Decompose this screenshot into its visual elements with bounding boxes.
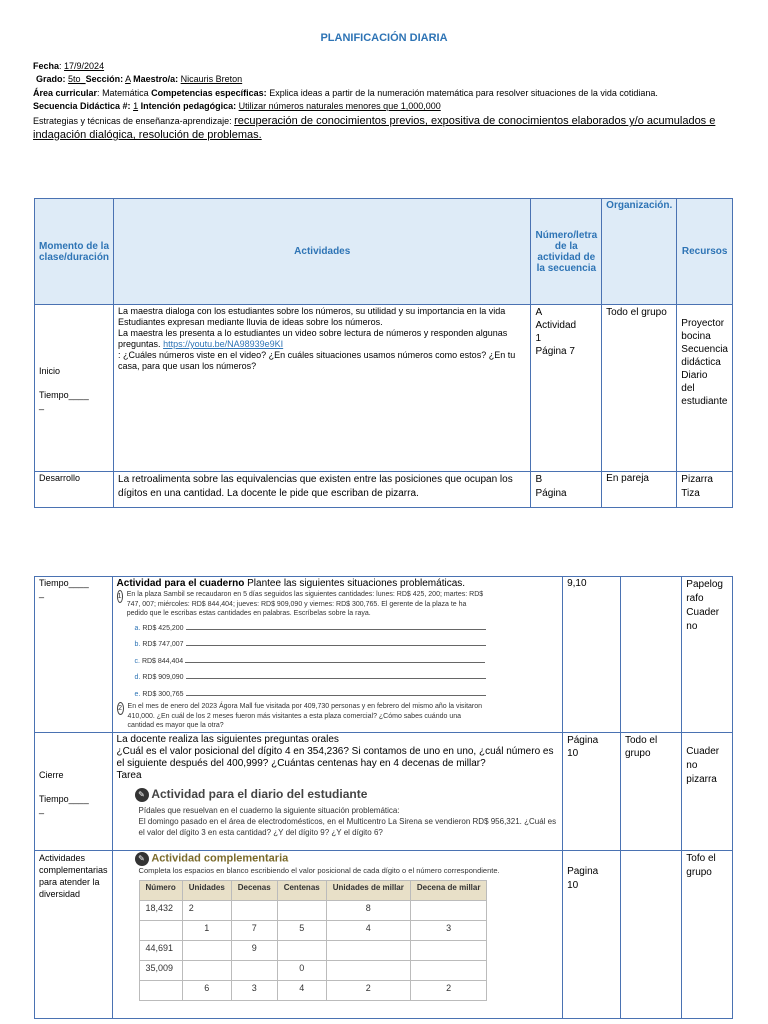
cierre-dash: _ <box>39 803 45 814</box>
cuaderno-intro: Plantee las siguientes situaciones problemáticas. <box>244 578 466 589</box>
cell[interactable]: 2 <box>326 980 410 1000</box>
numero-cierre <box>563 733 621 851</box>
table-row <box>139 980 487 1000</box>
col-unidades: Unidades <box>182 880 231 900</box>
item-letter: d. <box>134 674 141 681</box>
recurso-tiza: Tiza <box>681 488 700 499</box>
item-c <box>135 654 559 667</box>
header-actividades: Actividades <box>114 199 531 305</box>
inicio-dash: _ <box>39 400 45 410</box>
recurso-papelografo-2: rafo <box>686 593 704 604</box>
header-area: Área curricular: Matemática Competencias específicas: Explica ideas a partir de la numeración matemática para resolver situaciones de la vida cotidiana. <box>33 88 658 98</box>
place-value-header <box>139 880 487 900</box>
competencias-value: Explica ideas a partir de la numeración matemática para resolver situaciones de la vida cotidiana. <box>269 88 658 98</box>
inicio-act-6: casa, para que usan los números? <box>118 361 257 371</box>
answer-line <box>186 687 486 696</box>
row-cierre <box>35 733 733 851</box>
cierre-label: Cierre <box>39 769 64 780</box>
col-centenas: Centenas <box>277 880 326 900</box>
intencion-label: Intención pedagógica: <box>140 101 237 111</box>
cell[interactable]: 6 <box>182 980 231 1000</box>
recursos-desarrollo <box>677 472 733 508</box>
actividades-desarrollo: La retroalimenta sobre las equivalencias que existen entre las posiciones que ocupan los dígitos en una cantidad. La docente le pide que escriban de pizarra. <box>114 472 531 508</box>
answer-line <box>185 654 485 663</box>
recurso-papelografo-1: Papelog <box>686 579 723 590</box>
cell[interactable]: 3 <box>231 980 277 1000</box>
cell[interactable] <box>410 900 487 920</box>
item-a <box>135 621 559 634</box>
organizacion-desarrollo: En pareja <box>602 472 677 508</box>
momento-cuaderno <box>35 577 113 733</box>
actividades-cierre <box>112 733 563 851</box>
recurso-del: del <box>681 383 695 394</box>
organizacion-complementarias-empty <box>620 851 681 1019</box>
problem-1-text: En la plaza Sambil se recaudaron en 5 días seguidos las siguientes cantidades: lunes: RD$ 425, 200; martes: RD$ 747, 007; miércoles: RD$ 844,404; jueves: RD$ 909,090 y viernes: RD$ 300,765. El gerente de la plaza te ha pedido que le escribas estas cantidades en palabras. Escríbelas sobre la raya. <box>126 591 484 617</box>
recurso-didactica: didáctica <box>681 357 721 368</box>
table-row <box>139 940 487 960</box>
cell[interactable]: 3 <box>410 920 487 940</box>
cell[interactable] <box>277 900 326 920</box>
numero-desarrollo <box>531 472 602 508</box>
maestro-value: Nicauris Breton <box>180 74 243 84</box>
video-link[interactable]: https://youtu.be/NA98939e9KI <box>163 339 284 349</box>
inicio-act-1: La maestra dialoga con los estudiantes sobre los números, su utilidad y su importancia en la vida <box>118 306 506 316</box>
diario-content <box>139 805 559 838</box>
inicio-label: Inicio <box>39 366 61 376</box>
cell[interactable]: 2 <box>410 980 487 1000</box>
cuaderno-title: Actividad para el cuaderno <box>116 578 245 589</box>
item-amount: RD$ 844,404 <box>141 657 184 665</box>
planning-table-page2 <box>34 576 733 1019</box>
recurso-cuaderno-a: Cuader <box>686 746 720 757</box>
momento-desarrollo: Desarrollo <box>35 472 114 508</box>
col-decenas: Decenas <box>231 880 277 900</box>
cell[interactable]: 4 <box>326 920 410 940</box>
diario-line-1: Pídales que resuelvan en el cuaderno la siguiente situación problemática: <box>138 806 400 816</box>
secuencia-value: 1 <box>133 101 139 111</box>
recurso-cuaderno-1: Cuader <box>686 607 720 618</box>
cell[interactable]: 2 <box>182 900 231 920</box>
cierre-tiempo: Tiempo____ <box>39 793 89 804</box>
row-desarrollo <box>35 472 733 508</box>
fecha-label: Fecha <box>33 61 60 71</box>
diario-title: Actividad para el diario del estudiante <box>151 787 368 801</box>
cell[interactable] <box>326 940 410 960</box>
problem-1 <box>117 590 487 619</box>
organizacion-inicio: Todo el grupo <box>602 305 677 472</box>
cell[interactable] <box>410 960 487 980</box>
header-organizacion: Organización. <box>602 199 677 305</box>
cell[interactable]: 35,009 <box>139 960 182 980</box>
cell[interactable] <box>277 940 326 960</box>
cell[interactable]: 1 <box>182 920 231 940</box>
item-letter: c. <box>134 657 140 665</box>
recurso-proyector: Proyector <box>681 318 725 329</box>
planning-table-page1 <box>34 198 733 508</box>
item-e <box>135 687 559 700</box>
table-row <box>139 900 487 920</box>
fecha-value: 17/9/2024 <box>64 61 105 71</box>
page-title: PLANIFICACIÓN DIARIA <box>320 32 448 44</box>
header-estrategias-2 <box>33 129 743 142</box>
problem-2-text: En el mes de enero del 2023 Ágora Mall fue visitada por 409,730 personas y en febrero del mismo año la visitaron 410,000. ¿En cuál de los 2 meses fueron más visitantes a esta plaza comercial? ¿Cómo sabes cuándo una cantidad es mayor que la otra? <box>127 703 483 729</box>
cell[interactable]: 0 <box>277 960 326 980</box>
actividades-cuaderno <box>112 577 563 733</box>
cierre-num-2: 10 <box>567 748 579 759</box>
recurso-bocina: bocina <box>681 331 711 342</box>
desarrollo-num-2: Página <box>535 488 567 499</box>
header-estrategias <box>33 115 743 128</box>
inicio-num-1: A <box>535 307 543 318</box>
numero-cuaderno: 9,10 <box>563 577 621 733</box>
competencias-label: Competencias específicas: <box>151 88 267 98</box>
item-letter: e. <box>134 690 141 698</box>
item-amount: RD$ 425,200 <box>142 624 184 632</box>
momento-complementarias: Actividades complementarias para atender la diversidad <box>35 851 113 1019</box>
recursos-cierre <box>682 733 733 851</box>
recurso-secuencia: Secuencia <box>681 344 728 355</box>
col-numero: Número <box>139 880 182 900</box>
place-value-table <box>139 880 488 1001</box>
cell[interactable] <box>139 980 182 1000</box>
item-amount: RD$ 909,090 <box>142 674 184 681</box>
seccion-label: Sección: <box>85 74 124 84</box>
cell[interactable] <box>410 940 487 960</box>
recurso-estudiante: estudiante <box>681 396 728 407</box>
complementaria-instruction: Completa los espacios en blanco escribiendo el valor posicional de cada dígito o el número correspondiente. <box>138 866 500 875</box>
desarrollo-num-1: B <box>535 474 543 485</box>
row-complementarias <box>35 851 733 1019</box>
organizacion-cuaderno <box>620 577 681 733</box>
cell[interactable] <box>231 960 277 980</box>
actividades-inicio <box>114 305 531 472</box>
cell[interactable]: 8 <box>326 900 410 920</box>
seccion-value: A <box>125 74 131 84</box>
header-momento: Momento de la clase/duración <box>35 199 114 305</box>
cell[interactable]: 44,691 <box>139 940 182 960</box>
grado-value: 5to_ <box>68 74 86 84</box>
inicio-num-4: Página 7 <box>535 346 575 357</box>
cuaderno-tiempo: Tiempo____ <box>39 578 89 588</box>
inicio-tiempo: Tiempo____ <box>39 390 89 400</box>
header-numero: Número/letra de la actividad de la secuencia <box>531 199 602 305</box>
problem-2-number-icon: 2 <box>117 702 124 715</box>
inicio-num-2: Actividad <box>535 320 577 331</box>
momento-inicio <box>35 305 114 472</box>
area-label: Área curricular <box>33 88 98 98</box>
item-letter: a. <box>134 624 141 632</box>
recurso-diario: Diario <box>681 370 708 381</box>
item-letter: b. <box>134 641 141 648</box>
complementaria-title: Actividad complementaria <box>151 852 289 865</box>
numero-complementarias <box>563 851 621 1019</box>
cell[interactable]: 5 <box>277 920 326 940</box>
answer-line <box>186 637 486 646</box>
col-decena-millar: Decena de millar <box>410 880 487 900</box>
area-value: Matemática <box>102 88 149 98</box>
cell[interactable] <box>231 900 277 920</box>
inicio-act-3: La maestra les presenta a lo estudiantes un video sobre lectura de números y responden algunas <box>118 328 508 338</box>
inicio-act-4: preguntas. <box>118 339 161 349</box>
diary-icon: ✎ <box>135 788 149 802</box>
answer-line <box>186 621 486 630</box>
recurso-cuaderno-b: no <box>686 760 698 771</box>
item-amount: RD$ 300,765 <box>142 690 184 698</box>
intencion-value: Utilizar números naturales menores que 1,000,000 <box>238 101 441 111</box>
header-fecha: Fecha: 17/9/2024 <box>33 61 105 71</box>
complementarias-num-1: Pagina <box>567 866 599 877</box>
item-d <box>135 670 559 683</box>
problem-1-number-icon: 1 <box>117 590 123 603</box>
cell[interactable] <box>139 920 182 940</box>
organizacion-complementarias: Tofo el grupo <box>682 851 733 1019</box>
inicio-num-3: 1 <box>535 333 542 344</box>
header-grado <box>36 73 746 86</box>
cierre-num-1: Página <box>567 735 599 746</box>
diario-line-2: El domingo pasado en el área de electrodomésticos, en el Multicentro La Sirena se vendieron RD$ 956,321. ¿Cuál es el valor del dígito 3 en esta cantidad? ¿Y del dígito 9? ¿Y el dígito 6? <box>138 817 557 838</box>
row-cuaderno <box>35 577 733 733</box>
recurso-cuaderno-2: no <box>686 621 698 632</box>
numero-inicio <box>531 305 602 472</box>
recursos-inicio <box>677 305 733 472</box>
recursos-cuaderno <box>682 577 733 733</box>
answer-line <box>186 670 486 679</box>
recurso-pizarra: Pizarra <box>681 474 713 485</box>
cierre-act-2: ¿Cuál es el valor posicional del dígito 4 en 354,236? Si contamos de uno en uno, ¿cuál número es el siguiente después del 400,999? ¿Cuántas centenas hay en 4 decenas de millar? <box>116 746 554 769</box>
header-recursos: Recursos <box>677 199 733 305</box>
cell[interactable]: 18,432 <box>139 900 182 920</box>
problem-1-items <box>135 621 559 700</box>
estrategias-value-2: indagación dialógica, resolución de problemas. <box>33 129 262 141</box>
complementaria-heading <box>135 852 559 866</box>
cierre-act-3: Tarea <box>116 770 142 781</box>
header-secuencia <box>33 100 743 113</box>
row-inicio <box>35 305 733 472</box>
organizacion-cierre: Todo el grupo <box>620 733 681 851</box>
cell[interactable] <box>182 960 231 980</box>
item-amount: RD$ 747,007 <box>142 641 184 648</box>
inicio-act-5: : ¿Cuáles números viste en el video? ¿En cuáles situaciones usamos números como estos? ¿En tu <box>118 350 516 360</box>
secuencia-label: Secuencia Didáctica #: <box>33 101 131 111</box>
maestro-label: Maestro/a: <box>133 74 179 84</box>
cell[interactable]: 4 <box>277 980 326 1000</box>
cierre-act-1: La docente realiza las siguientes preguntas orales <box>116 734 339 745</box>
inicio-act-2: Estudiantes expresan mediante lluvia de ideas sobre los números. <box>118 317 383 327</box>
actividades-complementarias <box>112 851 563 1019</box>
cell[interactable] <box>326 960 410 980</box>
estrategias-label: Estrategias y técnicas de enseñanza-aprendizaje: <box>33 116 232 126</box>
complementarias-num-2: 10 <box>567 880 579 891</box>
activity-icon: ✎ <box>135 852 149 866</box>
col-unidades-millar: Unidades de millar <box>326 880 410 900</box>
cell[interactable]: 7 <box>231 920 277 940</box>
cell[interactable] <box>182 940 231 960</box>
table-row <box>139 960 487 980</box>
momento-cierre <box>35 733 113 851</box>
cell[interactable]: 9 <box>231 940 277 960</box>
table-row <box>139 920 487 940</box>
grado-label: Grado: <box>36 74 66 84</box>
item-b <box>135 637 559 650</box>
cuaderno-dash: _ <box>39 588 45 598</box>
estrategias-value-1: recuperación de conocimientos previos, expositiva de conocimientos elaborados y/o acumulados e <box>234 115 716 127</box>
recurso-pizarra-2: pizarra <box>686 774 717 785</box>
diario-heading <box>135 788 559 802</box>
problem-2 <box>117 702 487 731</box>
